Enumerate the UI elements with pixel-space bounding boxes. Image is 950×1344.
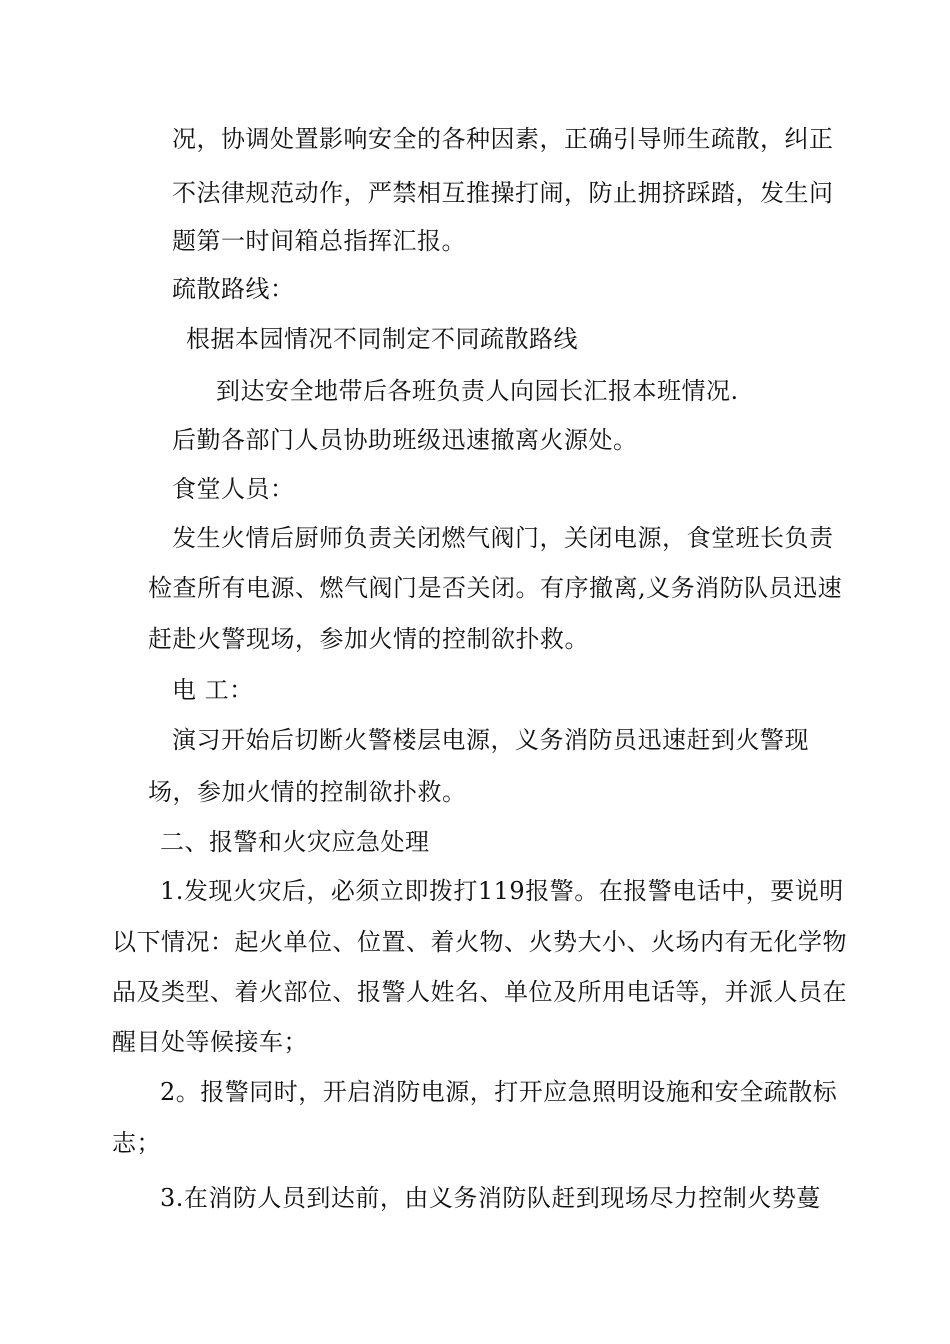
paragraph-line-20: 2。报警同时，开启消防电源，打开应急照明设施和安全疏散标 (160, 1078, 838, 1106)
paragraph-line-11: 赶赴火警现场，参加火情的控制欲扑救。 (148, 625, 589, 653)
paragraph-line-13: 演习开始后切断火警楼层电源，义务消防员迅速赶到火警现 (172, 726, 809, 754)
section-heading-alarm-handling: 二、报警和火灾应急处理 (160, 828, 430, 856)
paragraph-line-6: 到达安全地带后各班负责人向园长汇报本班情况. (216, 377, 739, 405)
section-heading-canteen-staff: 食堂人员： (172, 475, 295, 503)
paragraph-line-21: 志； (112, 1129, 161, 1157)
paragraph-line-2: 不法律规范动作，严禁相互推操打闹，防止拥挤踩踏，发生问 (172, 179, 834, 207)
paragraph-line-19: 醒目处等候接车； (112, 1028, 308, 1056)
paragraph-line-9: 发生火情后厨师负责关闭燃气阀门，关闭电源，食堂班长负责 (172, 524, 834, 552)
paragraph-line-18: 品及类型、着火部位、报警人姓名、单位及所用电话等，并派人员在 (112, 978, 847, 1006)
section-heading-evacuation-route: 疏散路线： (172, 275, 295, 303)
paragraph-line-5: 根据本园情况不同制定不同疏散路线 (186, 325, 578, 353)
paragraph-line-14: 场，参加火情的控制欲扑救。 (148, 778, 467, 806)
paragraph-line-7: 后勤各部门人员协助班级迅速撤离火源处。 (172, 426, 638, 454)
paragraph-line-17: 以下情况：起火单位、位置、着火物、火势大小、火场内有无化学物 (112, 928, 847, 956)
paragraph-line-16: 1.发现火灾后，必须立即拨打119报警。在报警电话中，要说明 (160, 877, 844, 905)
paragraph-line-22: 3.在消防人员到达前，由义务消防队赶到现场尽力控制火势蔓 (160, 1184, 821, 1212)
section-heading-electrician: 电 工： (172, 676, 254, 704)
paragraph-line-1: 况，协调处置影响安全的各种因素，正确引导师生疏散，纠正 (172, 125, 834, 153)
paragraph-line-10: 检查所有电源、燃气阀门是否关闭。有序撤离,义务消防队员迅速 (148, 574, 843, 602)
paragraph-line-3: 题第一时间箱总指挥汇报。 (172, 227, 466, 255)
